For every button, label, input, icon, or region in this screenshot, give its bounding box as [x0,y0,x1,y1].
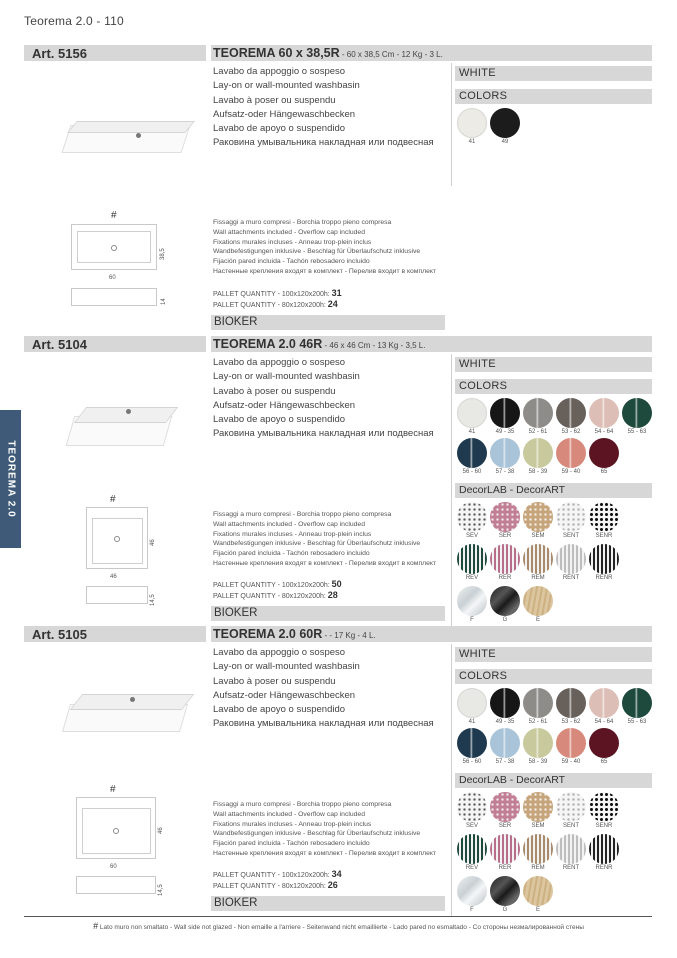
dim-width: 46 [110,574,117,580]
decor-swatch-sev[interactable] [457,792,487,822]
description-de: Aufsatz-oder Hängewaschbecken [213,399,356,411]
decor-swatch-label: SENT [562,533,579,539]
decor-swatch-label: REM [531,575,545,581]
product-title: TEOREMA 60 x 38,5R - 60 x 38,5 Cm - 12 Kg - 3 L. [211,45,652,61]
dim-depth: 46 [150,539,156,546]
description-en: Lay-on or wall-mounted washbasin [213,371,360,383]
color-swatch-52-61[interactable] [523,688,553,718]
color-swatch-label: 49 - 35 [495,719,515,725]
color-swatch-58-39[interactable] [523,438,553,468]
footer-hash-mark: # [93,921,99,931]
product-5105 [24,626,652,916]
decor-swatch-label: REV [465,575,479,581]
color-swatch-59-40[interactable] [556,728,586,758]
color-swatch-label: 58 - 39 [528,759,548,765]
decor-swatch-rer[interactable] [490,544,520,574]
color-swatch-41[interactable] [457,398,487,428]
drawing-side-view [76,876,156,894]
decor-swatch-label: REM [531,865,545,871]
description-es: Lavabo de apoyo o suspendido [213,704,346,716]
color-swatch-53-62[interactable] [556,398,586,428]
color-swatch-label: 54 - 64 [594,719,614,725]
description-fr: Lavabo à poser ou suspendu [213,675,336,687]
material-label: BIOKER [211,896,445,911]
drawing-side-view [86,586,148,604]
glaze-hash-mark: # [110,784,116,795]
pallet-quantity-1: PALLET QUANTITY - 100x120x200h: 31 [213,288,342,298]
decor-swatch-f[interactable] [457,876,487,906]
drawing-side-view [71,288,157,306]
pallet-quantity-1: PALLET QUANTITY - 100x120x200h: 34 [213,869,342,879]
description-de: Aufsatz-oder Hängewaschbecken [213,689,356,701]
glaze-hash-mark: # [110,494,116,505]
decor-swatches [455,792,655,916]
decor-swatch-sem[interactable] [523,792,553,822]
decor-swatch-label: RENT [562,575,580,581]
article-number: Art. 5156 [24,45,206,61]
description-list [213,356,453,442]
decor-swatch-renr[interactable] [589,834,619,864]
decor-swatch-label: RENR [595,865,613,871]
color-swatch-55-63[interactable] [622,688,652,718]
color-swatch-label: 49 [501,139,509,145]
color-swatch-49-35[interactable] [490,688,520,718]
decor-swatch-rer[interactable] [490,834,520,864]
footer-text: Lato muro non smaltato - Wall side not glazed - Non emaille a l'arriere - Seitenwand nicht emaillierte - Lado pared no esmaltado - Со стороны незмалированной стены [98,924,584,931]
color-swatch-label: 41 [468,429,476,435]
product-photo[interactable] [64,678,189,738]
color-swatch-52-61[interactable] [523,398,553,428]
color-swatches [455,398,655,478]
color-swatch-label: 57 - 38 [495,469,515,475]
dim-depth: 46 [158,827,164,834]
pallet-quantity-2: PALLET QUANTITY - 80x120x200h: 26 [213,880,338,890]
page-header: Teorema 2.0 - 110 [24,14,124,28]
drawing-top-view [76,797,156,859]
product-photo[interactable] [64,105,189,155]
decor-swatch-senr[interactable] [589,502,619,532]
side-tab-label: TEOREMA 2.0 [5,440,16,518]
drawing-top-view [71,224,157,270]
description-it: Lavabo da appoggio o sospeso [213,66,346,77]
decor-swatch-label: SENR [595,533,613,539]
color-swatch-label: 58 - 39 [528,469,548,475]
decor-swatch-label: G [502,617,508,623]
description-it: Lavabo da appoggio o sospeso [213,357,346,368]
decor-swatch-label: RENT [562,865,580,871]
color-swatch-58-39[interactable] [523,728,553,758]
color-swatch-label: 59 - 40 [561,759,581,765]
dim-depth: 38,5 [160,248,166,260]
decor-swatch-rem[interactable] [523,544,553,574]
decor-swatch-label: SER [498,533,512,539]
decor-swatch-rev[interactable] [457,544,487,574]
decor-swatch-label: REV [465,865,479,871]
color-swatch-label: 41 [468,139,476,145]
product-title: TEOREMA 2.0 60R - - 17 Kg - 4 L. [211,626,652,642]
colors-label: COLORS [455,379,652,394]
color-swatch-label: 52 - 61 [528,429,548,435]
decor-swatch-senr[interactable] [589,792,619,822]
decor-swatch-label: E [535,907,540,913]
color-swatch-label: 54 - 64 [594,429,614,435]
decor-label: DecorLAB - DecorART [455,773,652,788]
dim-width: 60 [110,864,117,870]
color-swatch-label: 65 [600,469,608,475]
product-title: TEOREMA 2.0 46R - 46 x 46 Cm - 13 Kg - 3,5 L. [211,336,652,352]
fixings-list: Fissaggi a muro compresi - Borchia troppo pieno compresa Wall attachments included - Overflow cap included Fixations murales incluses - Anneau trop-plein inclus Wandbefestigungen inklusive - Beschlag für Überlaufschutz inklusive Fijación pared incluida - Tachón rebosadero incluido Настенные крепления входят в комплект - Перелив входит в комплект [213,511,437,567]
technical-drawing [72,784,192,894]
decor-swatch-rent[interactable] [556,834,586,864]
decor-swatch-label: F [470,907,474,913]
decor-swatch-label: RER [498,575,512,581]
decor-swatch-label: SENT [562,823,579,829]
decor-swatch-ser[interactable] [490,502,520,532]
color-swatch-label: 55 - 63 [627,719,647,725]
color-swatch-label: 56 - 60 [462,469,482,475]
color-swatch-49-35[interactable] [490,398,520,428]
decor-swatch-label: F [470,617,474,623]
decor-swatch-rent[interactable] [556,544,586,574]
color-swatch-label: 53 - 62 [561,429,581,435]
decor-swatch-sem[interactable] [523,502,553,532]
drawing-top-view [86,507,148,569]
decor-swatch-e[interactable] [523,586,553,616]
material-label: BIOKER [211,315,445,330]
colors-label: COLORS [455,669,652,684]
color-swatch-label: 41 [468,719,476,725]
color-swatch-55-63[interactable] [622,398,652,428]
description-ru: Раковина умывальника накладная или подвесная [213,428,434,440]
description-de: Aufsatz-oder Hängewaschbecken [213,108,356,120]
color-swatch-49[interactable] [490,108,520,138]
color-swatch-65[interactable] [589,438,619,468]
decor-swatch-f[interactable] [457,586,487,616]
description-list [213,65,453,151]
color-swatch-41[interactable] [457,688,487,718]
color-swatch-56-60[interactable] [457,438,487,468]
color-swatches [455,688,655,768]
glaze-hash-mark: # [111,210,117,221]
color-swatch-label: 56 - 60 [462,759,482,765]
dim-height: 14,5 [150,594,156,606]
description-en: Lay-on or wall-mounted washbasin [213,661,360,673]
dim-height: 14,5 [158,884,164,896]
color-swatch-41[interactable] [457,108,487,138]
decor-swatch-label: SER [498,823,512,829]
description-ru: Раковина умывальника накладная или подвесная [213,137,434,149]
decor-swatch-label: SENR [595,823,613,829]
description-es: Lavabo de apoyo o suspendido [213,123,346,135]
product-spec: - 46 x 46 Cm - 13 Kg - 3,5 L. [322,341,426,350]
color-swatch-label: 55 - 63 [627,429,647,435]
fixings-list: Fissaggi a muro compresi - Borchia troppo pieno compresa Wall attachments included - Overflow cap included Fixations murales incluses - Anneau trop-plein inclus Wandbefestigungen inklusive - Beschlag für Überlaufschutz inklusive Fijación pared incluida - Tachón rebosadero incluido Настенные крепления входят в комплект - Перелив входит в комплект [213,801,437,857]
product-5156 [24,45,652,335]
dim-width: 60 [109,275,116,281]
side-tab[interactable] [0,410,21,548]
description-it: Lavabo da appoggio o sospeso [213,647,346,658]
decor-swatch-label: SEV [465,533,478,539]
decor-swatch-sent[interactable] [556,792,586,822]
decor-swatch-label: SEM [531,823,545,829]
color-swatches [455,108,655,148]
white-label: WHITE [455,647,652,662]
color-swatch-65[interactable] [589,728,619,758]
footer-divider [24,916,652,917]
decor-swatch-label: RER [498,865,512,871]
decor-swatches [455,502,655,626]
decor-swatch-renr[interactable] [589,544,619,574]
pallet-quantity-2: PALLET QUANTITY - 80x120x200h: 24 [213,299,338,309]
color-swatch-59-40[interactable] [556,438,586,468]
color-swatch-label: 53 - 62 [561,719,581,725]
white-label: WHITE [455,357,652,372]
dim-height: 14 [161,298,167,305]
decor-swatch-label: RENR [595,575,613,581]
decor-swatch-ser[interactable] [490,792,520,822]
description-es: Lavabo de apoyo o suspendido [213,414,346,426]
decor-label: DecorLAB - DecorART [455,483,652,498]
decor-swatch-e[interactable] [523,876,553,906]
decor-swatch-label: G [502,907,508,913]
technical-drawing [69,210,189,310]
color-swatch-57-38[interactable] [490,438,520,468]
footer-note [0,921,677,931]
article-number: Art. 5105 [24,626,206,642]
pallet-quantity-1: PALLET QUANTITY - 100x120x200h: 50 [213,579,342,589]
product-photo[interactable] [66,391,176,451]
description-ru: Раковина умывальника накладная или подвесная [213,718,434,730]
color-swatch-54-64[interactable] [589,688,619,718]
decor-swatch-label: SEV [465,823,478,829]
decor-swatch-rem[interactable] [523,834,553,864]
decor-swatch-rev[interactable] [457,834,487,864]
decor-swatch-label: SEM [531,533,545,539]
fixings-list: Fissaggi a muro compresi - Borchia troppo pieno compresa Wall attachments included - Overflow cap included Fixations murales incluses - Anneau trop-plein inclus Wandbefestigungen inklusive - Beschlag für Überlaufschutz inklusive Fijación pared incluida - Tachón rebosadero incluido Настенные крепления входят в комплект - Перелив входит в комплект [213,219,437,275]
product-spec: - 60 x 38,5 Cm - 12 Kg - 3 L. [339,50,443,59]
description-fr: Lavabo à poser ou suspendu [213,94,336,106]
article-number: Art. 5104 [24,336,206,352]
color-swatch-label: 59 - 40 [561,469,581,475]
colors-label: COLORS [455,89,652,104]
product-5104 [24,336,652,626]
description-list [213,646,453,732]
color-swatch-label: 65 [600,759,608,765]
color-swatch-label: 49 - 35 [495,429,515,435]
color-swatch-57-38[interactable] [490,728,520,758]
decor-swatch-sent[interactable] [556,502,586,532]
pallet-quantity-2: PALLET QUANTITY - 80x120x200h: 28 [213,590,338,600]
technical-drawing [82,494,182,604]
color-swatch-label: 57 - 38 [495,759,515,765]
color-swatch-54-64[interactable] [589,398,619,428]
material-label: BIOKER [211,606,445,621]
color-swatch-56-60[interactable] [457,728,487,758]
white-label: WHITE [455,66,652,81]
decor-swatch-g[interactable] [490,586,520,616]
color-swatch-53-62[interactable] [556,688,586,718]
color-swatch-label: 52 - 61 [528,719,548,725]
product-spec: - - 17 Kg - 4 L. [322,631,376,640]
description-fr: Lavabo à poser ou suspendu [213,385,336,397]
description-en: Lay-on or wall-mounted washbasin [213,80,360,92]
decor-swatch-g[interactable] [490,876,520,906]
decor-swatch-sev[interactable] [457,502,487,532]
decor-swatch-label: E [535,617,540,623]
